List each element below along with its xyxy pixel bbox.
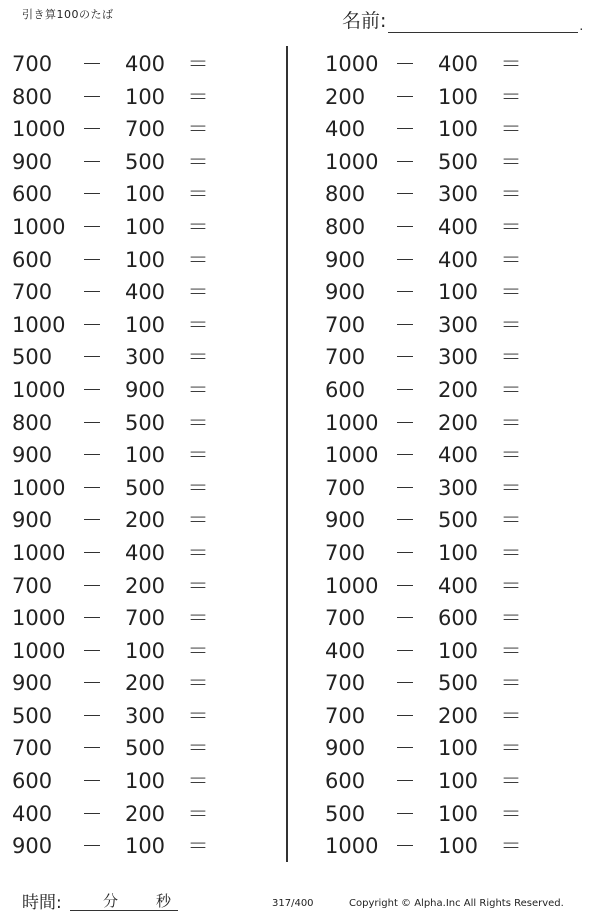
minus-sign: － [394,149,416,174]
minuend: 1000 [325,410,379,435]
subtrahend: 400 [437,214,479,239]
minus-sign: － [81,84,103,109]
minuend: 1000 [325,443,379,468]
minus-sign: － [81,443,103,468]
equals-sign: ＝ [500,280,522,305]
equals-sign: ＝ [187,345,209,370]
equals-sign: ＝ [500,84,522,109]
subtrahend: 300 [437,182,479,207]
equals-sign: ＝ [500,214,522,239]
minus-sign: － [81,638,103,663]
minus-sign: － [394,345,416,370]
equals-sign: ＝ [500,247,522,272]
subtrahend: 300 [437,345,479,370]
minus-sign: － [81,345,103,370]
equals-sign: ＝ [500,834,522,859]
name-blank-line[interactable] [388,12,578,33]
problem-row [0,341,290,374]
problem-row [0,178,290,211]
subtrahend: 100 [437,280,479,305]
minuend: 400 [325,117,366,142]
problem-row [0,798,290,831]
minuend: 1000 [325,52,379,76]
problem-row [0,472,290,505]
minus-sign: － [394,540,416,565]
subtrahend: 600 [437,606,479,631]
minuend: 900 [325,247,366,272]
subtrahend: 200 [437,410,479,435]
minus-sign: － [394,475,416,500]
minuend: 1000 [325,149,379,174]
subtrahend: 400 [124,540,166,565]
minus-sign: － [394,214,416,239]
copyright-notice: Copyright © Alpha.Inc All Rights Reserved. [349,898,564,909]
minuend: 900 [325,508,366,533]
minuend: 700 [325,540,366,565]
minus-sign: － [81,801,103,826]
minus-sign: － [81,736,103,761]
equals-sign: ＝ [187,703,209,728]
equals-sign: ＝ [500,769,522,794]
minuend: 900 [12,671,53,696]
subtrahend: 300 [124,703,166,728]
equals-sign: ＝ [187,475,209,500]
minuend: 1000 [12,117,66,142]
minuend: 400 [12,801,53,826]
equals-sign: ＝ [500,149,522,174]
problem-row [0,146,290,179]
minus-sign: － [81,182,103,207]
problem-row [313,504,600,537]
name-field-area [342,6,583,33]
equals-sign: ＝ [187,606,209,631]
equals-sign: ＝ [187,280,209,305]
subtrahend: 100 [124,214,166,239]
minuend: 1000 [12,638,66,663]
subtrahend: 200 [124,573,166,598]
problem-row [0,374,290,407]
problem-row [0,732,290,765]
subtrahend: 500 [437,149,479,174]
problem-row [313,244,600,277]
minus-sign: － [394,638,416,663]
subtrahend: 400 [437,443,479,468]
equals-sign: ＝ [500,573,522,598]
subtrahend: 300 [437,475,479,500]
minuend: 800 [12,410,53,435]
problem-row [0,765,290,798]
page-number: 317/400 [272,898,314,909]
subtrahend: 100 [124,443,166,468]
subtrahend: 700 [124,606,166,631]
minus-sign: － [81,769,103,794]
problems-column-right [313,48,600,863]
equals-sign: ＝ [187,312,209,337]
minus-sign: － [394,410,416,435]
minus-sign: － [81,508,103,533]
equals-sign: ＝ [187,638,209,663]
equals-sign: ＝ [500,377,522,402]
minuend: 1000 [12,377,66,402]
minus-sign: － [394,182,416,207]
equals-sign: ＝ [187,573,209,598]
minus-sign: － [81,247,103,272]
minuend: 900 [12,508,53,533]
problem-row [313,765,600,798]
equals-sign: ＝ [187,52,209,76]
problem-row [0,48,290,81]
problem-row [0,439,290,472]
minuend: 1000 [325,834,379,859]
problem-row [313,309,600,342]
column-divider [286,46,288,862]
minuend: 700 [12,52,53,76]
minus-sign: － [81,410,103,435]
subtrahend: 100 [437,801,479,826]
minuend: 600 [12,769,53,794]
minuend: 1000 [12,606,66,631]
minuend: 700 [325,475,366,500]
problem-row [0,244,290,277]
minuend: 600 [325,769,366,794]
subtrahend: 100 [437,540,479,565]
footer [0,888,600,916]
equals-sign: ＝ [500,52,522,76]
problem-row [313,537,600,570]
subtrahend: 300 [124,345,166,370]
problem-row [313,602,600,635]
problems-column-left [0,48,290,863]
subtrahend: 500 [124,410,166,435]
minus-sign: － [394,247,416,272]
problem-row [0,537,290,570]
minuend: 900 [12,443,53,468]
equals-sign: ＝ [500,345,522,370]
equals-sign: ＝ [187,736,209,761]
minus-sign: － [394,834,416,859]
subtrahend: 100 [124,84,166,109]
subtrahend: 400 [124,280,166,305]
equals-sign: ＝ [500,703,522,728]
problem-row [0,81,290,114]
name-dot: . [579,19,584,33]
subtrahend: 500 [124,736,166,761]
equals-sign: ＝ [500,475,522,500]
equals-sign: ＝ [187,443,209,468]
problem-row [0,635,290,668]
equals-sign: ＝ [500,312,522,337]
minus-sign: － [394,801,416,826]
subtrahend: 200 [437,703,479,728]
minuend: 700 [325,312,366,337]
minuend: 800 [325,214,366,239]
subtrahend: 500 [437,671,479,696]
minus-sign: － [81,475,103,500]
problem-row [313,48,600,81]
minus-sign: － [81,606,103,631]
equals-sign: ＝ [500,671,522,696]
minuend: 600 [325,377,366,402]
problem-row [0,113,290,146]
equals-sign: ＝ [187,214,209,239]
problem-row [0,700,290,733]
minus-sign: － [81,214,103,239]
subtrahend: 700 [124,117,166,142]
problem-row [0,309,290,342]
problem-row [313,407,600,440]
minus-sign: － [394,703,416,728]
minus-sign: － [394,606,416,631]
minus-sign: － [394,769,416,794]
equals-sign: ＝ [500,638,522,663]
minus-sign: － [81,703,103,728]
minus-sign: － [81,540,103,565]
problem-row [313,798,600,831]
problem-row [313,374,600,407]
subtrahend: 200 [437,377,479,402]
minus-sign: － [81,671,103,696]
problem-row [0,276,290,309]
equals-sign: ＝ [187,801,209,826]
minus-sign: － [81,377,103,402]
subtrahend: 500 [124,475,166,500]
subtrahend: 100 [124,638,166,663]
equals-sign: ＝ [187,540,209,565]
minus-sign: － [394,573,416,598]
minuend: 500 [12,345,53,370]
problem-row [313,211,600,244]
equals-sign: ＝ [187,247,209,272]
minuend: 700 [325,606,366,631]
minuend: 900 [12,149,53,174]
minus-sign: － [394,280,416,305]
minutes-label: 分 [103,892,119,910]
minuend: 900 [325,736,366,761]
equals-sign: ＝ [187,117,209,142]
minus-sign: － [81,52,103,76]
minuend: 500 [12,703,53,728]
problem-row [0,504,290,537]
minuend: 900 [12,834,53,859]
minuend: 1000 [12,540,66,565]
subtrahend: 100 [124,182,166,207]
minuend: 1000 [325,573,379,598]
equals-sign: ＝ [500,443,522,468]
minuend: 700 [12,573,53,598]
equals-sign: ＝ [500,117,522,142]
problem-row [313,732,600,765]
problem-row [313,81,600,114]
minus-sign: － [81,149,103,174]
subtrahend: 100 [437,638,479,663]
minuend: 400 [325,638,366,663]
minuend: 700 [325,345,366,370]
equals-sign: ＝ [187,410,209,435]
problem-row [0,407,290,440]
equals-sign: ＝ [500,182,522,207]
equals-sign: ＝ [500,606,522,631]
equals-sign: ＝ [187,671,209,696]
equals-sign: ＝ [187,834,209,859]
minus-sign: － [81,280,103,305]
equals-sign: ＝ [187,769,209,794]
problem-row [313,341,600,374]
minus-sign: － [394,377,416,402]
minus-sign: － [81,312,103,337]
minuend: 700 [325,703,366,728]
subtrahend: 100 [437,769,479,794]
equals-sign: ＝ [187,508,209,533]
subtrahend: 100 [437,736,479,761]
minus-sign: － [394,52,416,76]
subtrahend: 100 [124,769,166,794]
problem-row [313,830,600,863]
subtrahend: 400 [437,573,479,598]
subtrahend: 100 [437,117,479,142]
time-label: 時間: [22,893,62,913]
minus-sign: － [81,834,103,859]
problem-row [313,570,600,603]
subtrahend: 100 [437,84,479,109]
problem-row [0,667,290,700]
problem-row [313,472,600,505]
minus-sign: － [394,117,416,142]
equals-sign: ＝ [500,410,522,435]
problem-row [313,700,600,733]
name-label: 名前: [342,10,387,32]
subtrahend: 500 [437,508,479,533]
minus-sign: － [394,671,416,696]
problem-row [0,830,290,863]
subtrahend: 100 [124,312,166,337]
subtrahend: 400 [437,52,479,76]
subtrahend: 100 [124,247,166,272]
minus-sign: － [394,443,416,468]
minuend: 900 [325,280,366,305]
minus-sign: － [394,84,416,109]
minus-sign: － [81,117,103,142]
subtrahend: 200 [124,508,166,533]
minuend: 600 [12,247,53,272]
equals-sign: ＝ [500,508,522,533]
problem-row [313,178,600,211]
equals-sign: ＝ [500,801,522,826]
problem-row [313,146,600,179]
equals-sign: ＝ [500,540,522,565]
subtrahend: 200 [124,801,166,826]
problem-row [313,113,600,146]
problem-row [313,635,600,668]
minus-sign: － [394,312,416,337]
subtrahend: 100 [124,834,166,859]
worksheet-title: 引き算100のたば [22,8,114,21]
problem-row [313,667,600,700]
minuend: 200 [325,84,366,109]
subtrahend: 200 [124,671,166,696]
subtrahend: 300 [437,312,479,337]
problem-row [0,211,290,244]
equals-sign: ＝ [187,149,209,174]
minuend: 1000 [12,312,66,337]
minuend: 600 [12,182,53,207]
minuend: 800 [12,84,53,109]
equals-sign: ＝ [187,377,209,402]
minus-sign: － [394,508,416,533]
minuend: 800 [325,182,366,207]
problem-row [313,276,600,309]
minuend: 700 [325,671,366,696]
equals-sign: ＝ [500,736,522,761]
equals-sign: ＝ [187,84,209,109]
minus-sign: － [394,736,416,761]
minuend: 700 [12,736,53,761]
problem-row [0,602,290,635]
subtrahend: 400 [437,247,479,272]
minuend: 500 [325,801,366,826]
subtrahend: 100 [437,834,479,859]
minuend: 700 [12,280,53,305]
subtrahend: 400 [124,52,166,76]
equals-sign: ＝ [187,182,209,207]
minuend: 1000 [12,475,66,500]
problem-row [313,439,600,472]
problem-row [0,570,290,603]
subtrahend: 500 [124,149,166,174]
seconds-label: 秒 [156,892,172,910]
minus-sign: － [81,573,103,598]
subtrahend: 900 [124,377,166,402]
minuend: 1000 [12,214,66,239]
